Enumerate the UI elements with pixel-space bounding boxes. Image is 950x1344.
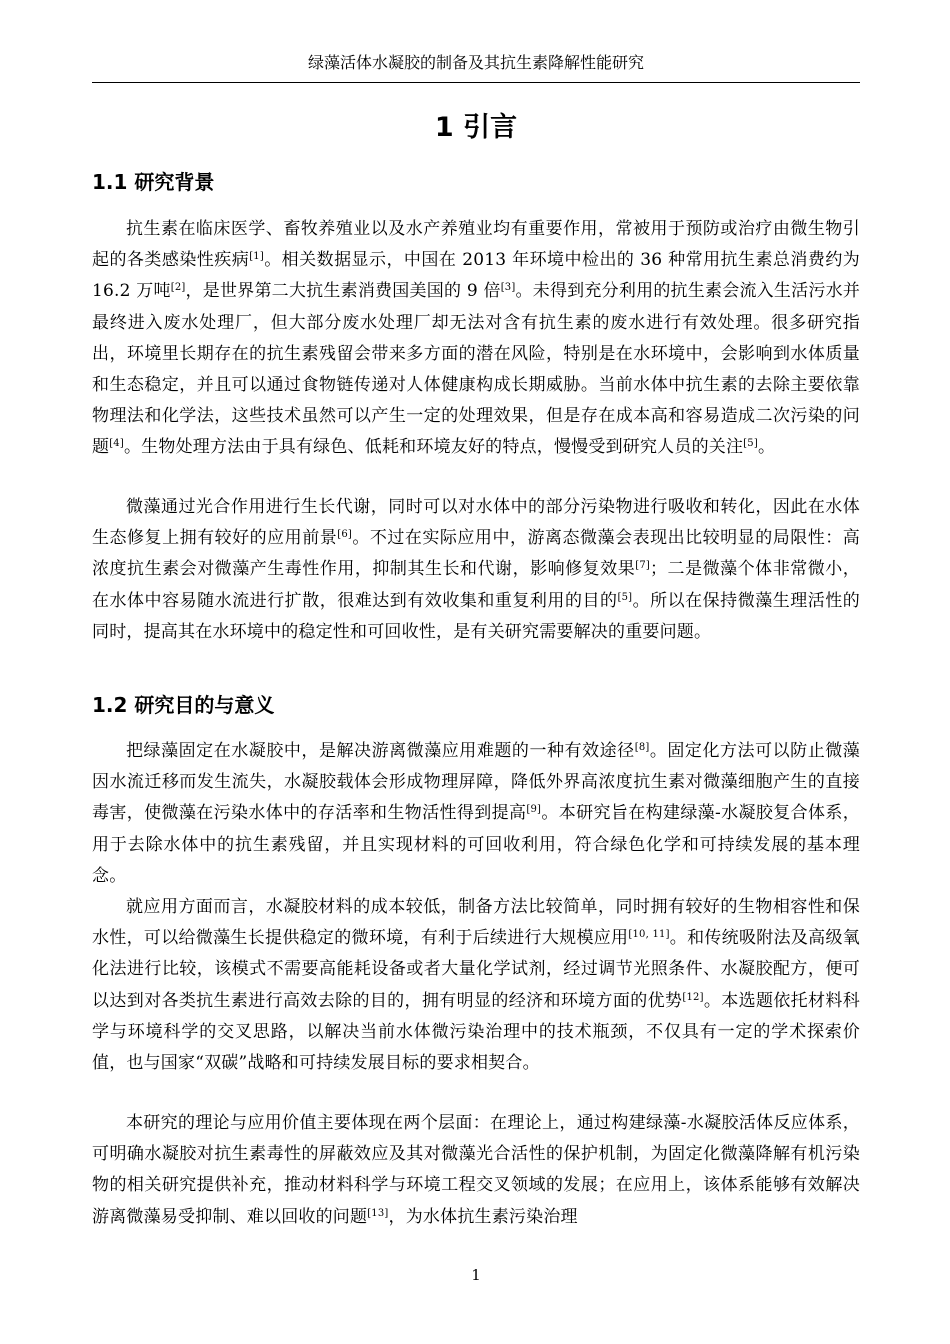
running-header: 绿藻活体水凝胶的制备及其抗生素降解性能研究 <box>307 53 644 72</box>
citation-ref: [6] <box>337 529 352 541</box>
citation-ref: [5] <box>617 591 633 603</box>
citation-ref: [1] <box>249 251 264 263</box>
citation-ref: [2] <box>170 282 186 294</box>
citation-ref: [7] <box>635 560 651 572</box>
citation-ref: [3] <box>500 282 516 294</box>
section-heading-1-2: 1.2 研究目的与意义 <box>92 693 275 717</box>
section-heading-1-1: 1.1 研究背景 <box>92 170 215 194</box>
page-number: 1 <box>471 1266 481 1284</box>
paragraph: 微藻通过光合作用进行生长代谢，同时可以对水体中的部分污染物进行吸收和转化，因此在水体生态修复上拥有较好的应用前景[6]。不过在实际应用中，游离态微藻会表现出比较明显的局限性：高浓度抗生素会对微藻产生毒性作用，抑制其生长和代谢，影响修复效果[7]；二是微藻个体非常微小，在水体中容易随水流进行扩散，很难达到有效收集和重复利用的目的[5]。所以在保持微藻生理活性的同时，提高其在水环境中的稳定性和可回收性，是有关研究需要解决的重要问题。 <box>92 497 861 642</box>
citation-ref: [4] <box>109 438 124 450</box>
paragraph: 就应用方面而言，水凝胶材料的成本较低，制备方法比较简单，同时拥有较好的生物相容性和保水性，可以给微藻生长提供稳定的微环境，有利于后续进行大规模应用[10, 11]。和传统吸附法及高级氧化法进行比较，该模式不需要高能耗设备或者大量化学试剂，经过调节光照条件、水凝胶配方，便可以达到对各类抗生素进行高效去除的目的，拥有明显的经济和环境方面的优势[12]。本选题依托材料科学与环境科学的交叉思路，以解决当前水体微污染治理中的技术瓶颈，不仅具有一定的学术探索价值，也与国家“双碳”战略和可持续发展目标的要求相契合。 <box>92 897 860 1074</box>
citation-ref: [10, 11] <box>628 929 670 941</box>
citation-ref: [9] <box>526 804 542 816</box>
citation-ref: [8] <box>634 742 650 753</box>
paragraph: 把绿藻固定在水凝胶中，是解决游离微藻应用难题的一种有效途径[8]。固定化方法可以防止微藻因水流迁移而发生流失，水凝胶载体会形成物理屏障，降低外界高浓度抗生素对微藻细胞产生的直接毒害，使微藻在污染水体中的存活率和生物活性得到提高[9]。本研究旨在构建绿藻-水凝胶复合体系，用于去除水体中的抗生素残留，并且实现材料的可回收利用，符合绿色化学和可持续发展的基本理念。 <box>92 741 861 886</box>
citation-ref: [5] <box>743 438 758 450</box>
citation-ref: [12] <box>682 991 704 1003</box>
chapter-title: 1 引言 <box>434 112 518 143</box>
paragraph: 本研究的理论与应用价值主要体现在两个层面：在理论上，通过构建绿藻-水凝胶活体反应体系，可明确水凝胶对抗生素毒性的屏蔽效应及其对微藻光合活性的保护机制，为固定化微藻降解有机污染物的相关研究提供补充，推动材料科学与环境工程交叉领域的发展；在应用上，该体系能够有效解决游离微藻易受抑制、难以回收的问题[13]，为水体抗生素污染治理 <box>92 1113 860 1227</box>
citation-ref: [13] <box>367 1207 389 1219</box>
paragraph: 抗生素在临床医学、畜牧养殖业以及水产养殖业均有重要作用，常被用于预防或治疗由微生物引起的各类感染性疾病[1]。相关数据显示，中国在 2013 年环境中检出的 36 种常用抗生素总消费约为 16.2 万吨[2]，是世界第二大抗生素消费国美国的 9 倍[3]。未得到充分利用的抗生素会流入生活污水并最终进入废水处理厂，但大部分废水处理厂却无法对含有抗生素的废水进行有效处理。很多研究指出，环境里长期存在的抗生素残留会带来多方面的潜在风险，特别是在水环境中，会影响到水体质量和生态稳定，并且可以通过食物链传递对人体健康构成长期威胁。当前水体中抗生素的去除主要依靠物理法和化学法，这些技术虽然可以产生一定的处理效果，但是存在成本高和容易造成二次污染的问题[4]。生物处理方法由于具有绿色、低耗和环境友好的特点，慢慢受到研究人员的关注[5]。 <box>92 219 861 458</box>
header-rule <box>92 82 860 83</box>
